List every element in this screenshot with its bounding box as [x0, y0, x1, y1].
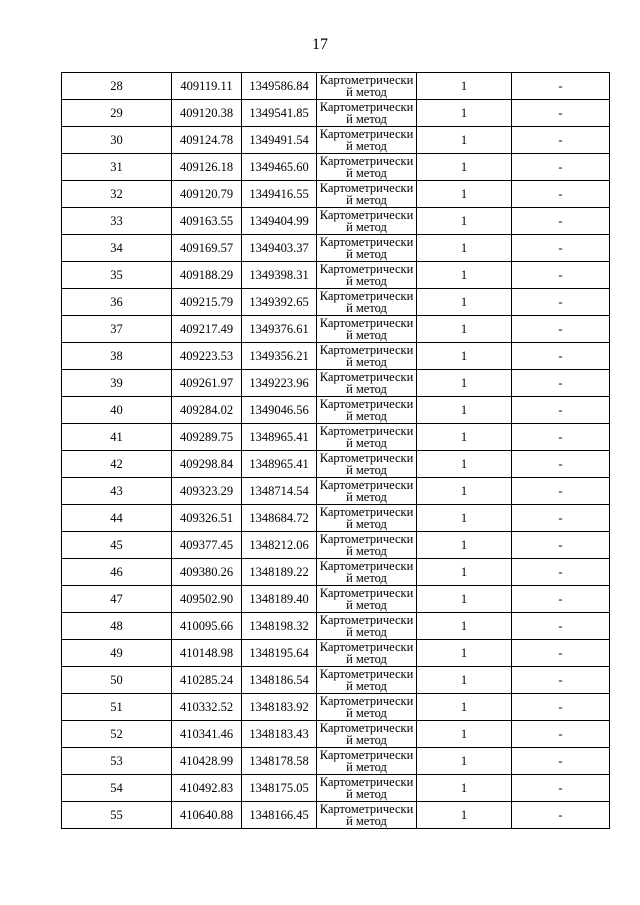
note-cell: - [512, 397, 610, 424]
method-text-line2: й метод [346, 165, 387, 180]
method-text-line2: й метод [346, 705, 387, 720]
coordinate-y-cell: 1349392.65 [242, 289, 317, 316]
method-text-line1: Картометрически [319, 153, 414, 168]
table-row [62, 640, 610, 667]
coordinates-table [61, 72, 610, 829]
method-text-line2: й метод [346, 732, 387, 747]
method-text-line2: й метод [346, 354, 387, 369]
coordinate-y-cell: 1349046.56 [242, 397, 317, 424]
point-number-cell: 29 [62, 100, 172, 127]
note-cell: - [512, 559, 610, 586]
note-cell: - [512, 694, 610, 721]
coordinate-x-cell: 409215.79 [172, 289, 242, 316]
accuracy-cell: 1 [417, 235, 512, 262]
coordinate-y-cell: 1349404.99 [242, 208, 317, 235]
point-number-cell: 54 [62, 775, 172, 802]
method-text-line1: Картометрически [319, 774, 414, 789]
accuracy-cell: 1 [417, 262, 512, 289]
method-text-line1: Картометрически [319, 450, 414, 465]
method-text-line2: й метод [346, 381, 387, 396]
point-number-cell: 30 [62, 127, 172, 154]
coordinate-x-cell: 409298.84 [172, 451, 242, 478]
point-number-cell: 35 [62, 262, 172, 289]
coordinates-table-body [62, 73, 610, 829]
method-cell [317, 559, 417, 586]
page-number: 17 [312, 36, 328, 53]
method-cell [317, 802, 417, 829]
method-text-line2: й метод [346, 111, 387, 126]
accuracy-cell: 1 [417, 73, 512, 100]
method-text-line2: й метод [346, 219, 387, 234]
coordinate-x-cell: 409119.11 [172, 73, 242, 100]
table-row [62, 73, 610, 100]
method-text-line2: й метод [346, 462, 387, 477]
method-cell [317, 478, 417, 505]
method-text-line1: Картометрически [319, 612, 414, 627]
method-text-line2: й метод [346, 435, 387, 450]
coordinate-x-cell: 409502.90 [172, 586, 242, 613]
table-row [62, 289, 610, 316]
coordinate-x-cell: 409126.18 [172, 154, 242, 181]
note-cell: - [512, 100, 610, 127]
coordinate-x-cell: 409323.29 [172, 478, 242, 505]
coordinate-x-cell: 409120.79 [172, 181, 242, 208]
coordinate-x-cell: 410148.98 [172, 640, 242, 667]
accuracy-cell: 1 [417, 748, 512, 775]
table-row [62, 262, 610, 289]
coordinate-y-cell: 1348189.40 [242, 586, 317, 613]
point-number-cell: 47 [62, 586, 172, 613]
method-text-line1: Картометрически [319, 639, 414, 654]
method-cell [317, 397, 417, 424]
coordinate-y-cell: 1348212.06 [242, 532, 317, 559]
table-row [62, 370, 610, 397]
table-row [62, 694, 610, 721]
accuracy-cell: 1 [417, 559, 512, 586]
coordinate-y-cell: 1348175.05 [242, 775, 317, 802]
note-cell: - [512, 451, 610, 478]
method-text-line2: й метод [346, 273, 387, 288]
accuracy-cell: 1 [417, 613, 512, 640]
accuracy-cell: 1 [417, 532, 512, 559]
coordinate-x-cell: 409261.97 [172, 370, 242, 397]
note-cell: - [512, 775, 610, 802]
coordinate-y-cell: 1348183.92 [242, 694, 317, 721]
table-row [62, 127, 610, 154]
method-cell [317, 775, 417, 802]
method-cell [317, 262, 417, 289]
note-cell: - [512, 748, 610, 775]
accuracy-cell: 1 [417, 586, 512, 613]
table-row [62, 343, 610, 370]
table-row [62, 181, 610, 208]
method-text-line1: Картометрически [319, 261, 414, 276]
table-row [62, 775, 610, 802]
coordinate-x-cell: 409120.38 [172, 100, 242, 127]
coordinate-y-cell: 1348198.32 [242, 613, 317, 640]
coordinate-y-cell: 1349223.96 [242, 370, 317, 397]
method-cell [317, 181, 417, 208]
method-text-line1: Картометрически [319, 234, 414, 249]
accuracy-cell: 1 [417, 316, 512, 343]
method-cell [317, 505, 417, 532]
method-cell [317, 694, 417, 721]
note-cell: - [512, 532, 610, 559]
coordinate-y-cell: 1348684.72 [242, 505, 317, 532]
table-row [62, 721, 610, 748]
accuracy-cell: 1 [417, 775, 512, 802]
accuracy-cell: 1 [417, 505, 512, 532]
method-text-line1: Картометрически [319, 585, 414, 600]
method-text-line2: й метод [346, 759, 387, 774]
coordinate-x-cell: 409169.57 [172, 235, 242, 262]
coordinate-x-cell: 410095.66 [172, 613, 242, 640]
note-cell: - [512, 370, 610, 397]
accuracy-cell: 1 [417, 721, 512, 748]
method-text-line2: й метод [346, 786, 387, 801]
point-number-cell: 40 [62, 397, 172, 424]
method-text-line2: й метод [346, 624, 387, 639]
point-number-cell: 34 [62, 235, 172, 262]
coordinate-y-cell: 1348714.54 [242, 478, 317, 505]
point-number-cell: 55 [62, 802, 172, 829]
method-text-line1: Картометрически [319, 207, 414, 222]
point-number-cell: 51 [62, 694, 172, 721]
note-cell: - [512, 586, 610, 613]
method-text-line1: Картометрически [319, 369, 414, 384]
table-row [62, 397, 610, 424]
coordinate-y-cell: 1349416.55 [242, 181, 317, 208]
coordinate-x-cell: 410332.52 [172, 694, 242, 721]
note-cell: - [512, 721, 610, 748]
coordinate-x-cell: 409163.55 [172, 208, 242, 235]
point-number-cell: 48 [62, 613, 172, 640]
point-number-cell: 38 [62, 343, 172, 370]
method-text-line1: Картометрически [319, 747, 414, 762]
coordinate-y-cell: 1348166.45 [242, 802, 317, 829]
method-text-line1: Картометрически [319, 423, 414, 438]
note-cell: - [512, 154, 610, 181]
coordinate-y-cell: 1348183.43 [242, 721, 317, 748]
accuracy-cell: 1 [417, 424, 512, 451]
method-cell [317, 370, 417, 397]
point-number-cell: 49 [62, 640, 172, 667]
method-text-line1: Картометрически [319, 504, 414, 519]
point-number-cell: 39 [62, 370, 172, 397]
method-cell [317, 343, 417, 370]
accuracy-cell: 1 [417, 370, 512, 397]
table-row [62, 586, 610, 613]
table-row [62, 505, 610, 532]
accuracy-cell: 1 [417, 397, 512, 424]
method-text-line2: й метод [346, 597, 387, 612]
point-number-cell: 44 [62, 505, 172, 532]
coordinate-x-cell: 409289.75 [172, 424, 242, 451]
table-row [62, 316, 610, 343]
method-cell [317, 289, 417, 316]
coordinate-x-cell: 409377.45 [172, 532, 242, 559]
method-text-line1: Картометрически [319, 396, 414, 411]
note-cell: - [512, 640, 610, 667]
coordinate-x-cell: 410341.46 [172, 721, 242, 748]
method-cell [317, 154, 417, 181]
table-row [62, 613, 610, 640]
method-text-line2: й метод [346, 138, 387, 153]
method-text-line2: й метод [346, 327, 387, 342]
table-row [62, 532, 610, 559]
table-row [62, 478, 610, 505]
point-number-cell: 36 [62, 289, 172, 316]
coordinate-x-cell: 410492.83 [172, 775, 242, 802]
coordinate-x-cell: 409223.53 [172, 343, 242, 370]
method-text-line2: й метод [346, 543, 387, 558]
method-text-line2: й метод [346, 678, 387, 693]
method-text-line1: Картометрически [319, 99, 414, 114]
method-cell [317, 667, 417, 694]
accuracy-cell: 1 [417, 154, 512, 181]
method-cell [317, 316, 417, 343]
coordinate-x-cell: 410428.99 [172, 748, 242, 775]
method-text-line1: Картометрически [319, 558, 414, 573]
table-row [62, 208, 610, 235]
note-cell: - [512, 667, 610, 694]
table-row [62, 424, 610, 451]
accuracy-cell: 1 [417, 289, 512, 316]
method-text-line2: й метод [346, 516, 387, 531]
method-text-line2: й метод [346, 300, 387, 315]
method-text-line1: Картометрически [319, 288, 414, 303]
table-row [62, 802, 610, 829]
method-cell [317, 532, 417, 559]
method-cell [317, 73, 417, 100]
coordinate-y-cell: 1348965.41 [242, 451, 317, 478]
method-cell [317, 721, 417, 748]
method-text-line1: Картометрически [319, 342, 414, 357]
coordinate-x-cell: 409188.29 [172, 262, 242, 289]
coordinate-y-cell: 1349356.21 [242, 343, 317, 370]
method-text-line1: Картометрически [319, 315, 414, 330]
note-cell: - [512, 505, 610, 532]
point-number-cell: 45 [62, 532, 172, 559]
note-cell: - [512, 235, 610, 262]
method-cell [317, 208, 417, 235]
point-number-cell: 31 [62, 154, 172, 181]
method-text-line2: й метод [346, 813, 387, 828]
point-number-cell: 43 [62, 478, 172, 505]
note-cell: - [512, 289, 610, 316]
accuracy-cell: 1 [417, 181, 512, 208]
method-text-line2: й метод [346, 192, 387, 207]
method-text-line2: й метод [346, 84, 387, 99]
coordinate-x-cell: 409124.78 [172, 127, 242, 154]
coordinate-y-cell: 1349403.37 [242, 235, 317, 262]
method-text-line1: Картометрически [319, 693, 414, 708]
method-cell [317, 100, 417, 127]
note-cell: - [512, 181, 610, 208]
table-row [62, 100, 610, 127]
accuracy-cell: 1 [417, 100, 512, 127]
note-cell: - [512, 316, 610, 343]
note-cell: - [512, 127, 610, 154]
point-number-cell: 52 [62, 721, 172, 748]
coordinate-y-cell: 1349541.85 [242, 100, 317, 127]
method-cell [317, 640, 417, 667]
accuracy-cell: 1 [417, 802, 512, 829]
accuracy-cell: 1 [417, 694, 512, 721]
coordinate-y-cell: 1348189.22 [242, 559, 317, 586]
method-cell [317, 748, 417, 775]
method-text-line2: й метод [346, 246, 387, 261]
coordinate-x-cell: 409217.49 [172, 316, 242, 343]
coordinate-x-cell: 409380.26 [172, 559, 242, 586]
method-cell [317, 235, 417, 262]
point-number-cell: 37 [62, 316, 172, 343]
table-row [62, 748, 610, 775]
method-text-line1: Картометрически [319, 666, 414, 681]
table-row [62, 235, 610, 262]
method-cell [317, 586, 417, 613]
accuracy-cell: 1 [417, 667, 512, 694]
coordinate-y-cell: 1348178.58 [242, 748, 317, 775]
table-row [62, 451, 610, 478]
coordinate-y-cell: 1349465.60 [242, 154, 317, 181]
method-text-line1: Картометрически [319, 126, 414, 141]
note-cell: - [512, 343, 610, 370]
point-number-cell: 50 [62, 667, 172, 694]
point-number-cell: 46 [62, 559, 172, 586]
accuracy-cell: 1 [417, 451, 512, 478]
table-row [62, 667, 610, 694]
method-text-line1: Картометрически [319, 72, 414, 87]
method-text-line1: Картометрически [319, 180, 414, 195]
method-cell [317, 451, 417, 478]
method-cell [317, 127, 417, 154]
note-cell: - [512, 478, 610, 505]
method-text-line1: Картометрически [319, 477, 414, 492]
accuracy-cell: 1 [417, 127, 512, 154]
point-number-cell: 32 [62, 181, 172, 208]
note-cell: - [512, 73, 610, 100]
accuracy-cell: 1 [417, 208, 512, 235]
point-number-cell: 53 [62, 748, 172, 775]
coordinate-y-cell: 1349376.61 [242, 316, 317, 343]
note-cell: - [512, 262, 610, 289]
note-cell: - [512, 424, 610, 451]
note-cell: - [512, 208, 610, 235]
coordinate-y-cell: 1348965.41 [242, 424, 317, 451]
method-text-line1: Картометрически [319, 801, 414, 816]
point-number-cell: 41 [62, 424, 172, 451]
point-number-cell: 42 [62, 451, 172, 478]
note-cell: - [512, 802, 610, 829]
accuracy-cell: 1 [417, 640, 512, 667]
method-cell [317, 424, 417, 451]
method-text-line2: й метод [346, 408, 387, 423]
coordinate-x-cell: 410640.88 [172, 802, 242, 829]
method-cell [317, 613, 417, 640]
point-number-cell: 33 [62, 208, 172, 235]
point-number-cell: 28 [62, 73, 172, 100]
coordinate-y-cell: 1348186.54 [242, 667, 317, 694]
coordinate-y-cell: 1348195.64 [242, 640, 317, 667]
coordinate-y-cell: 1349398.31 [242, 262, 317, 289]
coordinate-x-cell: 409326.51 [172, 505, 242, 532]
coordinate-x-cell: 410285.24 [172, 667, 242, 694]
method-text-line1: Картометрически [319, 531, 414, 546]
accuracy-cell: 1 [417, 343, 512, 370]
method-text-line1: Картометрически [319, 720, 414, 735]
method-text-line2: й метод [346, 489, 387, 504]
coordinate-x-cell: 409284.02 [172, 397, 242, 424]
coordinate-y-cell: 1349491.54 [242, 127, 317, 154]
table-row [62, 154, 610, 181]
note-cell: - [512, 613, 610, 640]
table-row [62, 559, 610, 586]
method-text-line2: й метод [346, 570, 387, 585]
coordinate-y-cell: 1349586.84 [242, 73, 317, 100]
method-text-line2: й метод [346, 651, 387, 666]
accuracy-cell: 1 [417, 478, 512, 505]
